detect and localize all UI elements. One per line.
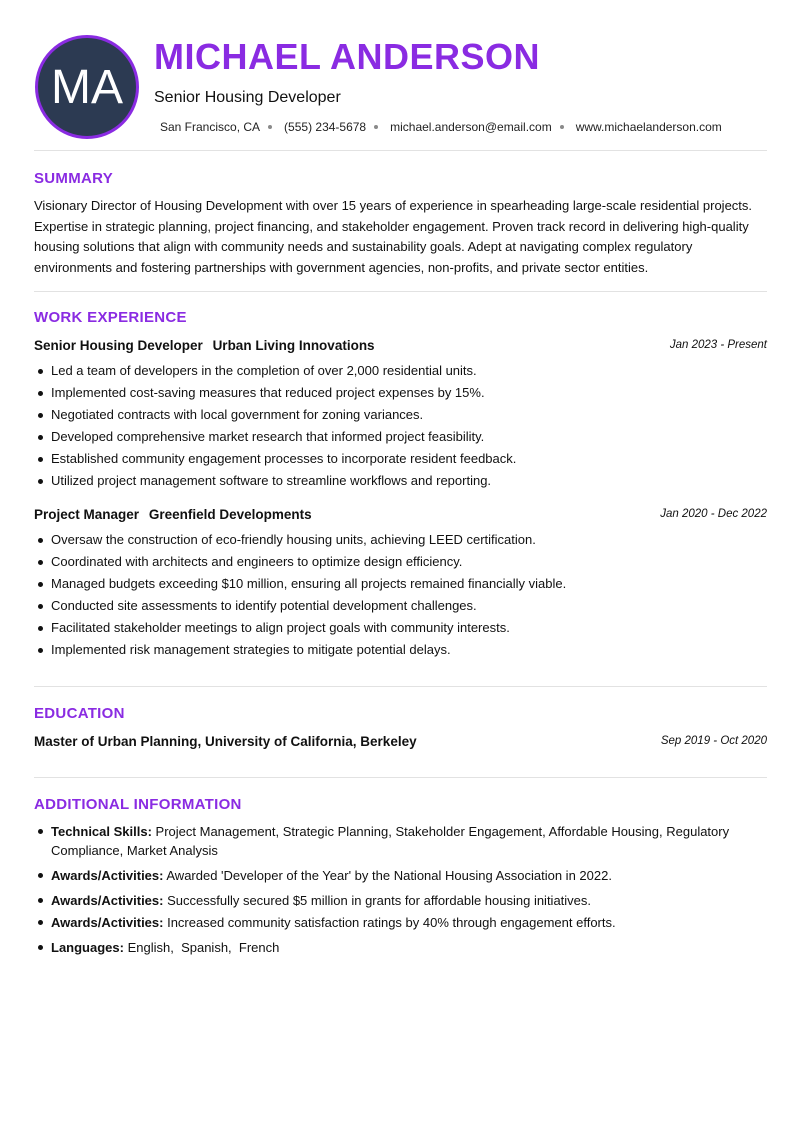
list-item: Oversaw the construction of eco-friendly housing units, achieving LEED certification. bbox=[34, 529, 767, 551]
job-role: Project Manager bbox=[34, 507, 140, 522]
item-text: Increased community satisfaction ratings by 40% through engagement efforts. bbox=[167, 915, 616, 930]
list-item bbox=[34, 822, 767, 860]
contact-website[interactable]: www.michaelanderson.com bbox=[575, 120, 722, 134]
contact-bar bbox=[160, 120, 722, 134]
item-text: Awarded 'Developer of the Year' by the National Housing Association in 2022. bbox=[166, 868, 612, 883]
divider bbox=[34, 150, 767, 151]
list-item: Facilitated stakeholder meetings to align project goals with community interests. bbox=[34, 617, 767, 639]
item-text: English, Spanish, French bbox=[127, 940, 280, 955]
item-label: Awards/Activities: bbox=[51, 915, 164, 930]
education-degree: Master of Urban Planning, University of California, Berkeley bbox=[34, 734, 417, 749]
education-entry bbox=[34, 734, 767, 749]
avatar bbox=[35, 35, 139, 139]
candidate-name: MICHAEL ANDERSON bbox=[154, 36, 541, 77]
divider bbox=[34, 291, 767, 292]
separator-dot-icon bbox=[374, 125, 378, 129]
additional-list bbox=[34, 822, 767, 963]
contact-email[interactable]: michael.anderson@email.com bbox=[390, 120, 552, 134]
separator-dot-icon bbox=[268, 125, 272, 129]
summary-text: Visionary Director of Housing Development with over 15 years of experience in spearheading large-scale residential projects. Expertise in strategic planning, project financing, and stakeholder engagement. Proven track record in delivering high-quality housing solutions that align with community needs and sustainability goals. Adept at navigating complex regulatory environments and fostering partnerships with government agencies, non-profits, and private sector entities. bbox=[34, 198, 753, 275]
contact-phone[interactable]: (555) 234-5678 bbox=[284, 120, 367, 134]
list-item: Established community engagement processes to incorporate resident feedback. bbox=[34, 448, 767, 470]
list-item: Coordinated with architects and engineers to optimize design efficiency. bbox=[34, 551, 767, 573]
divider bbox=[34, 777, 767, 778]
list-item: Negotiated contracts with local government for zoning variances. bbox=[34, 404, 767, 426]
candidate-title: Senior Housing Developer bbox=[154, 89, 341, 106]
job-company: Greenfield Developments bbox=[148, 507, 312, 522]
job-dates: Jan 2023 - Present bbox=[669, 339, 767, 351]
item-label: Awards/Activities: bbox=[51, 868, 164, 883]
education-heading: EDUCATION bbox=[34, 705, 125, 722]
separator-dot-icon bbox=[560, 125, 564, 129]
job-bullets bbox=[34, 360, 767, 492]
summary-heading: SUMMARY bbox=[34, 170, 114, 187]
additional-heading: ADDITIONAL INFORMATION bbox=[34, 796, 242, 813]
list-item bbox=[34, 913, 767, 932]
item-label: Technical Skills: bbox=[51, 824, 152, 839]
job-header bbox=[34, 338, 767, 353]
item-text: Project Management, Strategic Planning, Stakeholder Engagement, Affordable Housing, Regulatory Compliance, Market Analysis bbox=[51, 824, 730, 858]
experience-heading: WORK EXPERIENCE bbox=[34, 309, 187, 326]
list-item: Led a team of developers in the completion of over 2,000 residential units. bbox=[34, 360, 767, 382]
job-dates: Jan 2020 - Dec 2022 bbox=[660, 508, 767, 520]
list-item: Implemented cost-saving measures that reduced project expenses by 15%. bbox=[34, 382, 767, 404]
list-item: Managed budgets exceeding $10 million, ensuring all projects remained financially viable. bbox=[34, 573, 767, 595]
list-item bbox=[34, 938, 767, 957]
list-item bbox=[34, 891, 767, 910]
list-item bbox=[34, 866, 767, 885]
divider bbox=[34, 686, 767, 687]
item-text: Successfully secured $5 million in grants for affordable housing initiatives. bbox=[167, 893, 592, 908]
item-label: Awards/Activities: bbox=[51, 893, 164, 908]
list-item: Developed comprehensive market research that informed project feasibility. bbox=[34, 426, 767, 448]
job-role: Senior Housing Developer bbox=[34, 338, 203, 353]
avatar-initials: MA bbox=[51, 60, 123, 114]
job-header bbox=[34, 507, 767, 522]
item-label: Languages: bbox=[51, 940, 124, 955]
list-item: Conducted site assessments to identify potential development challenges. bbox=[34, 595, 767, 617]
job-bullets bbox=[34, 529, 767, 661]
list-item: Implemented risk management strategies to mitigate potential delays. bbox=[34, 639, 767, 661]
education-dates: Sep 2019 - Oct 2020 bbox=[660, 735, 767, 747]
contact-location: San Francisco, CA bbox=[160, 120, 261, 134]
list-item: Utilized project management software to streamline workflows and reporting. bbox=[34, 470, 767, 492]
job-company: Urban Living Innovations bbox=[212, 338, 375, 353]
